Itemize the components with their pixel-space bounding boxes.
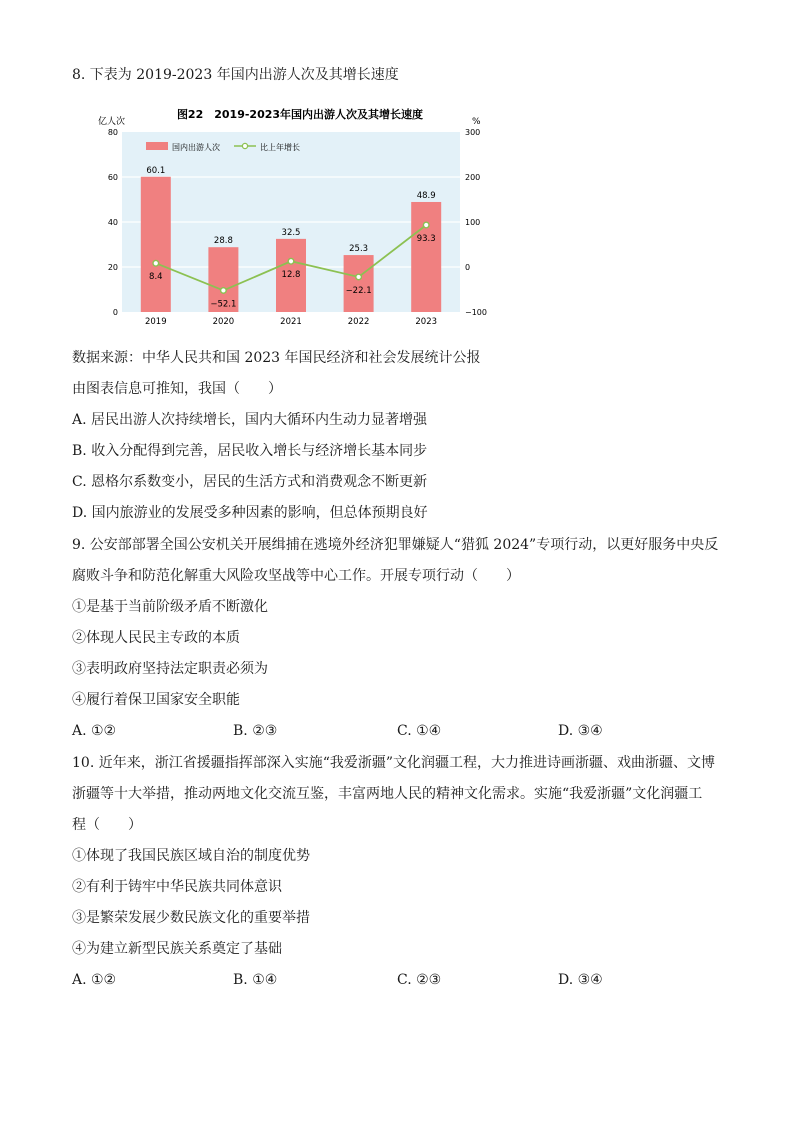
growth-value-label: −52.1 xyxy=(210,299,237,310)
q10-choice-c: C. ②③ xyxy=(397,972,442,988)
tourism-chart xyxy=(90,100,500,332)
left-axis-unit: 亿人次 xyxy=(98,117,126,127)
x-tick-label: 2023 xyxy=(415,317,438,327)
growth-point xyxy=(153,260,159,266)
q10-item-3: ③是繁荣发展少数民族文化的重要举措 xyxy=(72,910,310,926)
q10-item-1: ①体现了我国民族区域自治的制度优势 xyxy=(72,848,310,864)
q9-item-3: ③表明政府坚持法定职责必须为 xyxy=(72,661,268,677)
q10-item-4: ④为建立新型民族关系奠定了基础 xyxy=(72,941,282,957)
right-axis-ticks xyxy=(465,128,487,317)
right-tick-label: 300 xyxy=(465,128,481,137)
bar xyxy=(411,202,441,312)
x-axis-labels xyxy=(145,317,437,327)
growth-value-label: 93.3 xyxy=(416,234,436,245)
q9-choice-a: A. ①② xyxy=(72,723,117,739)
q10-stem-line2: 浙疆等十大举措，推动两地文化交流互鉴，丰富两地人民的精神文化需求。实施“我爱浙疆”文化润疆工 xyxy=(72,786,703,802)
right-tick-label: 200 xyxy=(465,173,481,182)
q9-stem-line2: 腐败斗争和防范化解重大风险攻坚战等中心工作。开展专项行动（ ） xyxy=(72,568,520,584)
q10-stem-line3: 程（ ） xyxy=(72,817,142,833)
bar-value-label: 32.5 xyxy=(281,227,301,238)
x-tick-label: 2020 xyxy=(212,317,235,327)
growth-value-label: 8.4 xyxy=(149,272,163,283)
x-tick-label: 2021 xyxy=(280,317,302,327)
right-tick-label: 0 xyxy=(465,263,471,272)
q10-choice-d: D. ③④ xyxy=(558,972,603,988)
q8-option-b: B. 收入分配得到完善，居民收入增长与经济增长基本同步 xyxy=(72,443,428,459)
q10-item-2: ②有利于铸牢中华民族共同体意识 xyxy=(72,879,282,895)
left-tick-label: 60 xyxy=(107,173,118,182)
growth-point xyxy=(423,222,429,228)
q9-choice-b: B. ②③ xyxy=(233,723,278,739)
growth-point xyxy=(221,288,227,294)
q8-stem: 8. 下表为 2019-2023 年国内出游人次及其增长速度 xyxy=(72,67,399,83)
right-axis-unit: % xyxy=(472,117,481,127)
q10-stem-line1: 10. 近年来，浙江省援疆指挥部深入实施“我爱浙疆”文化润疆工程，大力推进诗画浙疆、戏曲浙疆、文博 xyxy=(72,755,716,771)
q10-choice-b: B. ①④ xyxy=(233,972,278,988)
x-tick-label: 2022 xyxy=(347,317,370,327)
q10-choice-a: A. ①② xyxy=(72,972,117,988)
left-tick-label: 80 xyxy=(107,128,118,137)
bar xyxy=(141,177,171,312)
chart-title: 图22 2019-2023年国内出游人次及其增长速度 xyxy=(176,108,424,121)
left-tick-label: 20 xyxy=(107,263,118,272)
bar-value-label: 48.9 xyxy=(416,190,436,201)
legend-line-label: 比上年增长 xyxy=(260,143,300,152)
q9-choice-c: C. ①④ xyxy=(397,723,442,739)
growth-value-label: 12.8 xyxy=(281,270,301,281)
q9-choice-d: D. ③④ xyxy=(558,723,603,739)
left-axis-ticks xyxy=(108,128,118,317)
legend-bar-swatch xyxy=(146,142,168,150)
q8-source: 数据来源：中华人民共和国 2023 年国民经济和社会发展统计公报 xyxy=(72,350,481,366)
bar-value-label: 60.1 xyxy=(146,165,166,176)
bar-value-label: 28.8 xyxy=(213,236,233,247)
q9-item-1: ①是基于当前阶级矛盾不断激化 xyxy=(72,599,268,615)
q8-option-d: D. 国内旅游业的发展受多种因素的影响，但总体预期良好 xyxy=(72,505,428,521)
right-tick-label: 100 xyxy=(465,218,481,227)
q9-item-2: ②体现人民民主专政的本质 xyxy=(72,630,240,646)
bar xyxy=(344,255,374,312)
legend-line-marker xyxy=(242,143,247,148)
right-tick-label: −100 xyxy=(465,308,487,317)
q9-stem-line1: 9. 公安部部署全国公安机关开展缉捕在逃境外经济犯罪嫌疑人“猎狐 2024”专项行动，以更好服务中央反 xyxy=(72,537,719,553)
left-tick-label: 0 xyxy=(112,308,118,317)
growth-point xyxy=(288,258,294,264)
left-tick-label: 40 xyxy=(107,218,118,227)
q8-option-a: A. 居民出游人次持续增长，国内大循环内生动力显著增强 xyxy=(72,412,428,428)
growth-value-label: −22.1 xyxy=(345,285,372,296)
legend-bar-label: 国内出游人次 xyxy=(172,143,220,152)
q8-option-c: C. 恩格尔系数变小，居民的生活方式和消费观念不断更新 xyxy=(72,474,428,490)
bar-value-label: 25.3 xyxy=(349,244,369,255)
x-tick-label: 2019 xyxy=(144,317,167,327)
growth-point xyxy=(356,274,362,280)
q9-item-4: ④履行着保卫国家安全职能 xyxy=(72,692,240,708)
q8-prompt: 由图表信息可推知，我国（ ） xyxy=(72,381,282,397)
